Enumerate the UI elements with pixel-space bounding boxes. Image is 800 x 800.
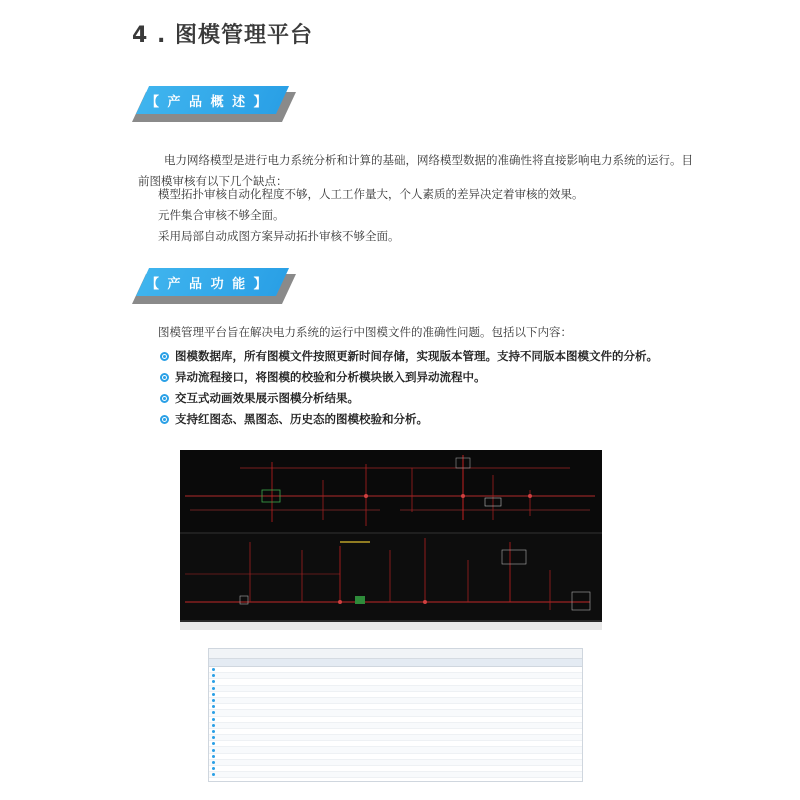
feature-text: 交互式动画效果展示图模分析结果。 <box>175 391 359 405</box>
feature-text: 图模数据库，所有图模文件按照更新时间存储，实现版本管理。支持不同版本图模文件的分析。 <box>175 349 658 363</box>
table-row <box>209 772 582 778</box>
banner-label: 【 产 品 功 能 】 <box>146 277 269 292</box>
section-banner-overview <box>122 86 272 122</box>
features-list <box>160 346 658 430</box>
page-title: 4 . 图模管理平台 <box>132 23 313 48</box>
circle-bullet-icon <box>160 373 169 382</box>
table-header <box>209 659 582 667</box>
list-item <box>160 388 658 409</box>
feature-text: 异动流程接口，将图模的校验和分析模块嵌入到异动流程中。 <box>175 370 486 384</box>
list-item: 模型拓扑审核自动化程度不够，人工工作量大，个人素质的差异决定着审核的效果。 <box>158 187 584 201</box>
list-item: 元件集合审核不够全面。 <box>158 208 285 222</box>
overview-paragraph: 电力网络模型是进行电力系统分析和计算的基础，网络模型数据的准确性将直接影响电力系统的运行。目前图模审核有以下几个缺点： <box>138 153 693 188</box>
list-item: 采用局部自动成图方案异动拓扑审核不够全面。 <box>158 229 400 243</box>
path-bar <box>209 649 582 659</box>
section-banner-features <box>122 268 272 304</box>
grid-diagram-image <box>180 450 602 630</box>
banner-label: 【 产 品 概 述 】 <box>146 95 269 110</box>
overview-list <box>158 184 584 247</box>
feature-text: 支持红图态、黑图态、历史态的图模校验和分析。 <box>175 412 428 426</box>
analysis-table-screenshot <box>208 648 583 782</box>
circle-bullet-icon <box>160 352 169 361</box>
list-item <box>160 346 658 367</box>
grid-diagram-screenshot <box>180 450 602 630</box>
circle-bullet-icon <box>160 415 169 424</box>
features-intro: 图模管理平台旨在解决电力系统的运行中图模文件的准确性问题。包括以下内容： <box>158 325 572 339</box>
list-item <box>160 409 658 430</box>
table-body <box>209 667 582 778</box>
circle-bullet-icon <box>160 394 169 403</box>
list-item <box>160 367 658 388</box>
